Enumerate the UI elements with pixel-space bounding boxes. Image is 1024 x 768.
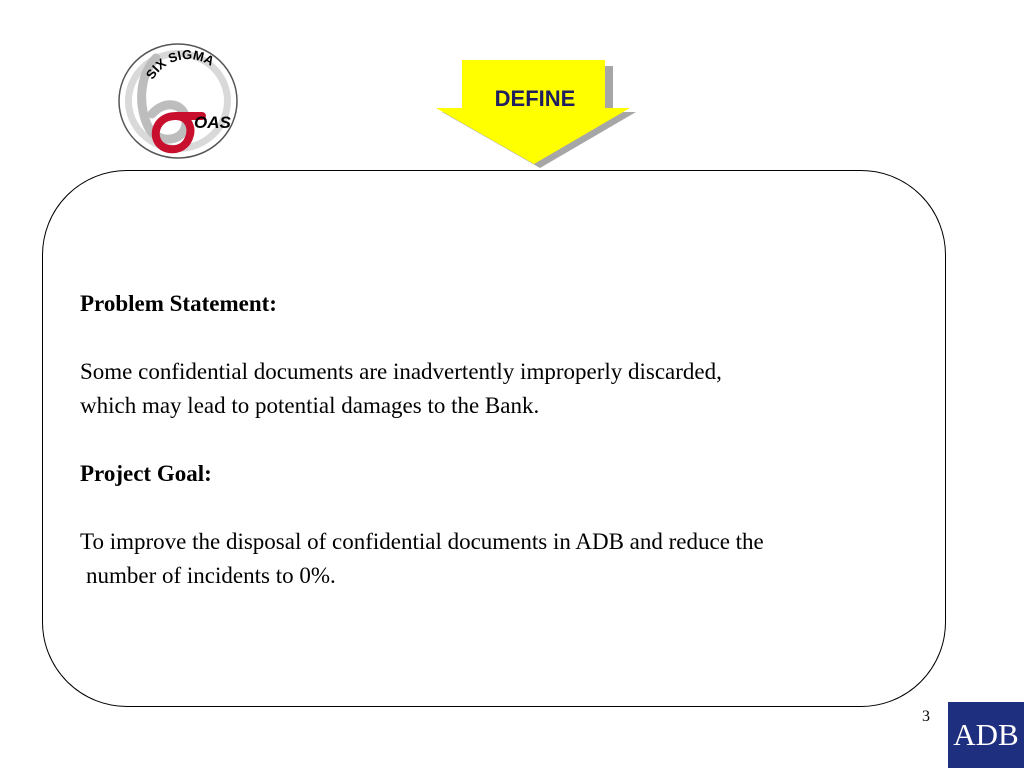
project-goal-heading: Project Goal:: [80, 461, 212, 486]
problem-statement-heading: Problem Statement:: [80, 291, 277, 316]
logo-ring-text: SIX SIGMA: [142, 47, 217, 82]
slide-content: [80, 287, 950, 593]
project-goal-line-1: To improve the disposal of confidential documents in ADB and reduce the: [80, 529, 764, 554]
adb-logo-text: ADB: [953, 717, 1019, 752]
project-goal-line-2: number of incidents to 0%.: [86, 563, 336, 588]
define-phase-arrow: [430, 56, 640, 172]
problem-statement-line-1: Some confidential documents are inadvertently improperly discarded,: [80, 359, 722, 384]
define-label: DEFINE: [494, 86, 576, 111]
page-number: 3: [922, 708, 930, 725]
problem-statement-line-2: which may lead to potential damages to the Bank.: [80, 393, 540, 418]
six-sigma-logo: [116, 40, 244, 162]
adb-logo: [948, 702, 1024, 768]
logo-org-text: OAS: [194, 113, 231, 132]
